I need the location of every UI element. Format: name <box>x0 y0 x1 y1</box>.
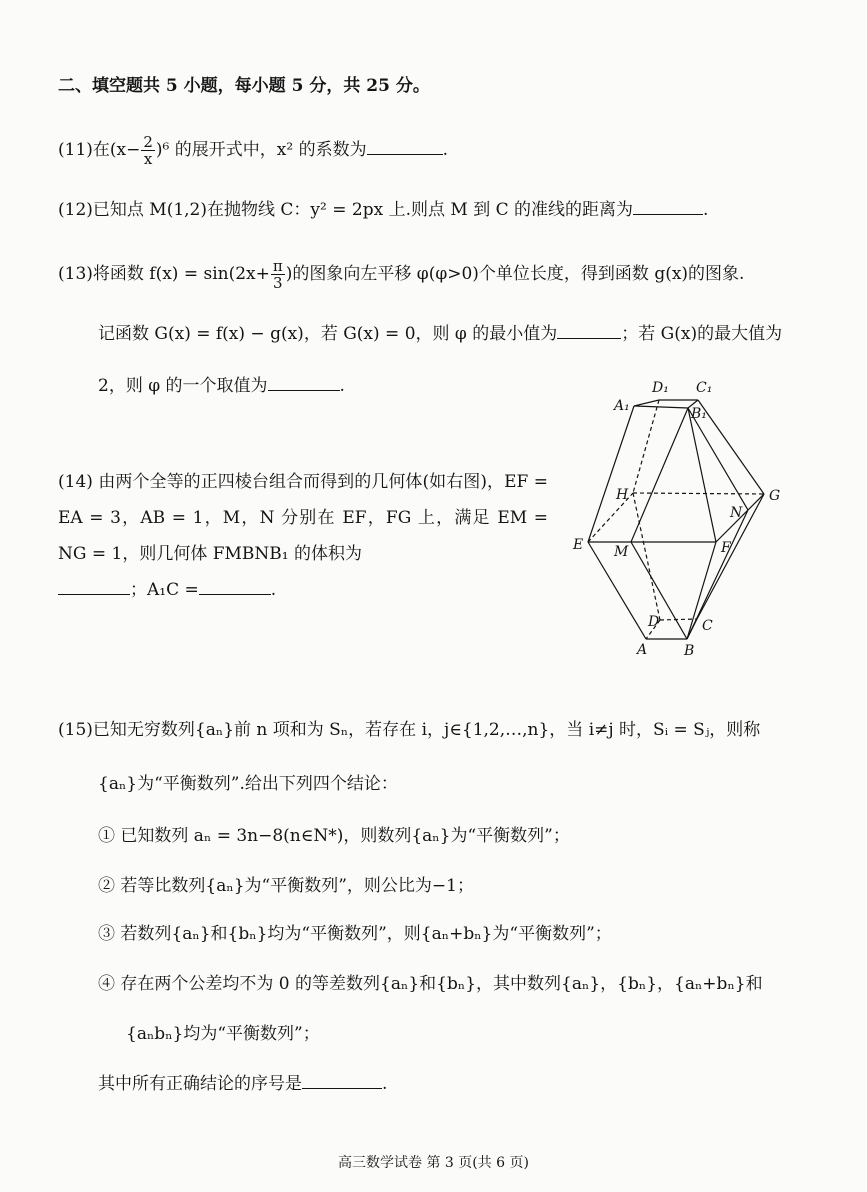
q11-end: . <box>442 140 448 160</box>
label-B1: B₁ <box>691 406 707 422</box>
question-15-line-1: (15)已知无穷数列{aₙ}前 n 项和为 Sₙ，若存在 i，j∈{1,2,…,n}，当 i≠j 时，Sᵢ = Sⱼ，则称 <box>58 720 761 740</box>
label-H: H <box>616 487 629 503</box>
q12-end: . <box>703 200 709 220</box>
answer-blank-13b[interactable] <box>268 372 340 391</box>
edge-b1-f <box>688 408 716 542</box>
q13-prefix: (13)将函数 f(x) = sin(2x+ <box>58 264 270 284</box>
edge-d-c <box>660 619 697 620</box>
q14-text: (14) 由两个全等的正四棱台组合而得到的几何体(如右图)，EF = EA = 3，AB = 1，M，N 分别在 EF，FG 上，满足 EM = NG = 1，则几何体 FMBNB₁ 的体积为 <box>58 472 548 564</box>
label-A1: A₁ <box>614 398 630 414</box>
page-footer: 高三数学试卷 第 3 页(共 6 页) <box>338 1155 529 1171</box>
q11-suffix: )⁶ 的展开式中，x² 的系数为 <box>155 140 367 160</box>
q14-end: . <box>270 580 277 600</box>
q13-line2-post: ；若 G(x)的最大值为 <box>621 324 783 344</box>
q15-answer-prefix: 其中所有正确结论的序号是 <box>98 1074 302 1094</box>
q11-prefix: (11)在(x− <box>58 140 141 160</box>
question-12 <box>58 196 708 222</box>
conclusion-1: ① 已知数列 aₙ = 3n−8(n∈N*)，则数列{aₙ}为“平衡数列”； <box>98 826 570 846</box>
question-15-answer <box>98 1070 387 1096</box>
label-E: E <box>573 537 584 553</box>
label-G: G <box>769 488 781 504</box>
q11-fraction <box>141 134 155 167</box>
answer-blank-11[interactable] <box>367 136 443 155</box>
section-title: 二、填空题共 5 小题，每小题 5 分，共 25 分。 <box>58 76 430 96</box>
label-C: C <box>702 618 713 634</box>
edge-b1-m <box>631 408 688 542</box>
answer-blank-12[interactable] <box>633 196 703 215</box>
label-F: F <box>721 540 731 556</box>
question-11 <box>58 134 448 167</box>
edge-h-d <box>633 493 660 620</box>
q15-end: . <box>382 1074 388 1094</box>
label-B: B <box>684 643 695 659</box>
answer-blank-14b[interactable] <box>199 576 271 595</box>
label-M: M <box>614 544 629 560</box>
question-13-line-1 <box>58 258 744 291</box>
q13-suffix: )的图象向左平移 φ(φ>0)个单位长度，得到函数 g(x)的图象. <box>285 264 745 284</box>
edge-a1-e <box>588 406 634 542</box>
label-A: A <box>637 642 648 658</box>
q13-line2-pre: 记函数 G(x) = f(x) − g(x)，若 G(x) = 0，则 φ 的最小值为 <box>98 324 558 344</box>
q13-denominator: 3 <box>273 274 283 292</box>
question-13-line-3 <box>98 372 345 398</box>
label-C1: C₁ <box>696 380 713 396</box>
conclusion-4-line-1: ④ 存在两个公差均不为 0 的等差数列{aₙ}和{bₙ}，其中数列{aₙ}，{bₙ}，{aₙ+bₙ}和 <box>98 974 763 994</box>
edge-d1-h <box>633 400 659 493</box>
q11-numerator: 2 <box>143 133 153 151</box>
q12-text: (12)已知点 M(1,2)在抛物线 C：y² = 2px 上.则点 M 到 C 的准线的距离为 <box>58 200 634 220</box>
conclusion-2: ② 若等比数列{aₙ}为“平衡数列”，则公比为−1； <box>98 876 474 896</box>
edge-a1-d1 <box>634 400 659 406</box>
label-D: D <box>648 614 660 630</box>
edge-c1-g <box>698 400 764 494</box>
question-15-line-2: {aₙ}为“平衡数列”.给出下列四个结论： <box>98 774 398 794</box>
answer-blank-15[interactable] <box>302 1070 382 1089</box>
label-D1: D₁ <box>652 380 669 396</box>
q13-line3-pre: 2，则 φ 的一个取值为 <box>98 376 268 396</box>
answer-blank-13a[interactable] <box>557 320 621 339</box>
answer-blank-14a[interactable] <box>58 576 130 595</box>
edge-a1-b1 <box>634 406 688 408</box>
question-13-line-2 <box>98 320 782 346</box>
label-N: N <box>730 505 743 521</box>
geometry-figure <box>570 372 810 672</box>
edge-n-b <box>687 510 748 639</box>
conclusion-3: ③ 若数列{aₙ}和{bₙ}均为“平衡数列”，则{aₙ+bₙ}为“平衡数列”； <box>98 924 612 944</box>
q13-fraction <box>271 258 285 291</box>
edge-h-g <box>633 493 764 494</box>
question-14 <box>58 464 548 608</box>
q13-line3-end: . <box>339 376 345 396</box>
q13-numerator: π <box>272 257 283 275</box>
q11-denominator: x <box>143 150 153 168</box>
q14-sep: ；A₁C = <box>130 580 199 600</box>
conclusion-4-line-2: {aₙbₙ}均为“平衡数列”； <box>126 1024 320 1044</box>
